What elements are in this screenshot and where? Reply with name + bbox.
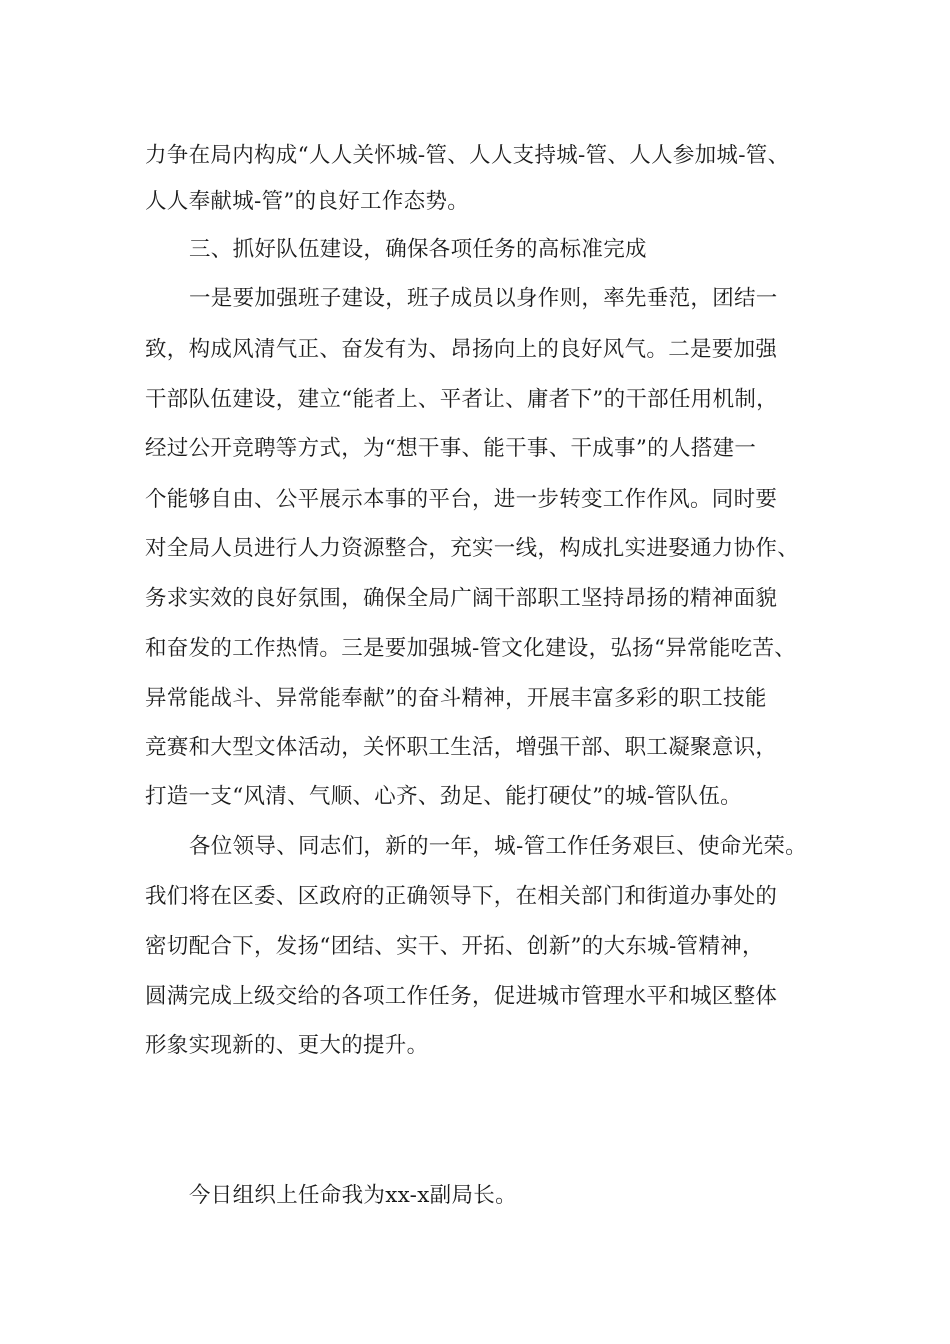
text-line-5: 致，构成风清气正、奋发有为、昂扬向上的良好风气。二是要加强 — [145, 337, 778, 362]
text-line-13: 竞赛和大型文体活动，关怀职工生活，增强干部、职工凝聚意识， — [145, 735, 778, 760]
text-line-8: 个能够自由、公平展示本事的平台，进一步转变工作作风。同时要 — [145, 487, 778, 512]
text-line-15: 各位领导、同志们，新的一年，城-管工作任务艰巨、使命光荣。 — [189, 834, 807, 859]
section-heading-3: 三、抓好队伍建设，确保各项任务的高标准完成 — [189, 237, 647, 262]
text-line-4: 一是要加强班子建设，班子成员以身作则，率先垂范，团结一 — [189, 286, 778, 311]
text-line-1: 力争在局内构成“人人关怀城-管、人人支持城-管、人人参加城-管、 — [145, 143, 790, 168]
text-line-18: 圆满完成上级交给的各项工作任务，促进城市管理水平和城区整体 — [145, 984, 778, 1009]
text-line-17: 密切配合下，发扬“团结、实干、开拓、创新”的大东城-管精神， — [145, 934, 764, 959]
text-line-12: 异常能战斗、异常能奉献”的奋斗精神，开展丰富多彩的职工技能 — [145, 686, 767, 711]
text-line-7: 经过公开竞聘等方式，为“想干事、能干事、干成事”的人搭建一 — [145, 436, 757, 461]
text-line-20: 今日组织上任命我为xx-x副局长。 — [189, 1183, 517, 1208]
text-line-16: 我们将在区委、区政府的正确领导下，在相关部门和街道办事处的 — [145, 884, 778, 909]
text-line-9: 对全局人员进行人力资源整合，充实一线，构成扎实进娶通力协作、 — [145, 536, 800, 561]
text-line-14: 打造一支“风清、气顺、心齐、劲足、能打硬仗”的城-管队伍。 — [145, 784, 742, 809]
text-line-19: 形象实现新的、更大的提升。 — [145, 1033, 429, 1058]
text-line-10: 务求实效的良好氛围，确保全局广阔干部职工坚持昂扬的精神面貌 — [145, 586, 778, 611]
text-line-2: 人人奉献城-管”的良好工作态势。 — [145, 189, 470, 214]
text-line-6: 干部队伍建设，建立“能者上、平者让、庸者下”的干部任用机制， — [145, 387, 778, 412]
text-line-11: 和奋发的工作热情。三是要加强城-管文化建设，弘扬“异常能吃苦、 — [145, 636, 797, 661]
